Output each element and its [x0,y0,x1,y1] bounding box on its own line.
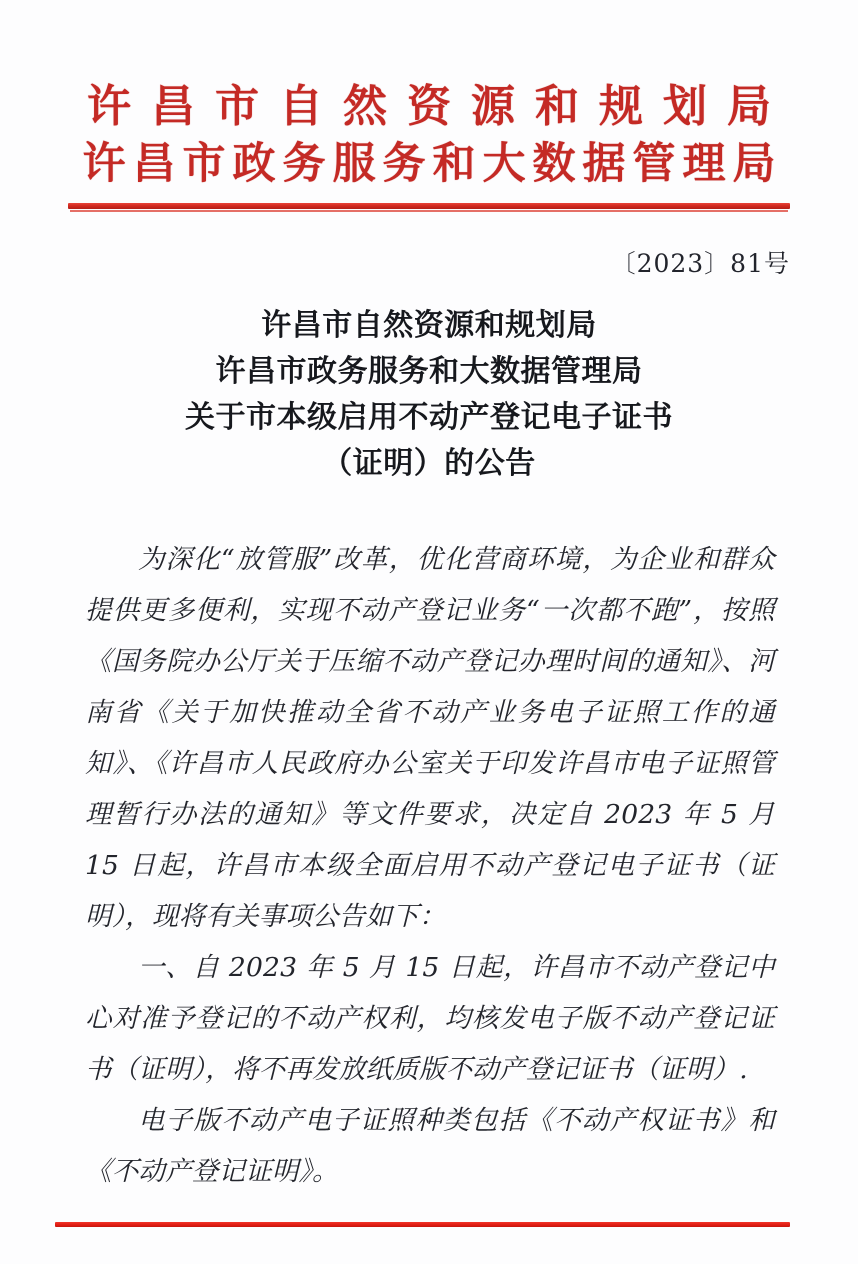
body-paragraph-3: 电子版不动产电子证照种类包括《不动产权证书》和《不动产登记证明》。 [85,1105,775,1187]
document-number: 〔2023〕81号 [610,249,790,278]
document-body [85,534,775,1197]
red-rule-thin-bar [70,210,788,212]
letterhead-red-rule [68,203,790,211]
title-line-2: 许昌市政务服务和大数据管理局 [215,354,643,389]
footer-red-rule [55,1222,790,1227]
body-paragraph-2: 一、自 2023 年 5 月 15 日起，许昌市不动产登记中心对准予登记的不动产权利，均核发电子版不动产登记证书（证明），将不再发放纸质版不动产登记证书（证明）. [85,952,775,1085]
title-line-3: 关于市本级启用不动产登记电子证书 [185,400,673,435]
letterhead-line-1: 许昌市自然资源和规划局 [87,81,791,132]
red-rule-thick-bar [68,203,790,209]
title-line-1: 许昌市自然资源和规划局 [261,308,597,343]
body-paragraph-1: 为深化“放管服”改革，优化营商环境，为企业和群众提供更多便利，实现不动产登记业务“一次都不跑”，按照《国务院办公厅关于压缩不动产登记办理时间的通知》、河南省《关于加快推动全省不动产业务电子证照工作的通知》、《许昌市人民政府办公室关于印发许昌市电子证照管理暂行办法的通知》等文件要求，决定自 2023 年 5 月 15 日起，许昌市本级全面启用不动产登记电子证书（证明），现将有关事项公告如下： [85,544,775,932]
title-line-4: （证明）的公告 [322,446,536,481]
letterhead [0,78,858,192]
document-title [0,303,858,487]
letterhead-line-2: 许昌市政务服务和大数据管理局 [82,139,783,189]
